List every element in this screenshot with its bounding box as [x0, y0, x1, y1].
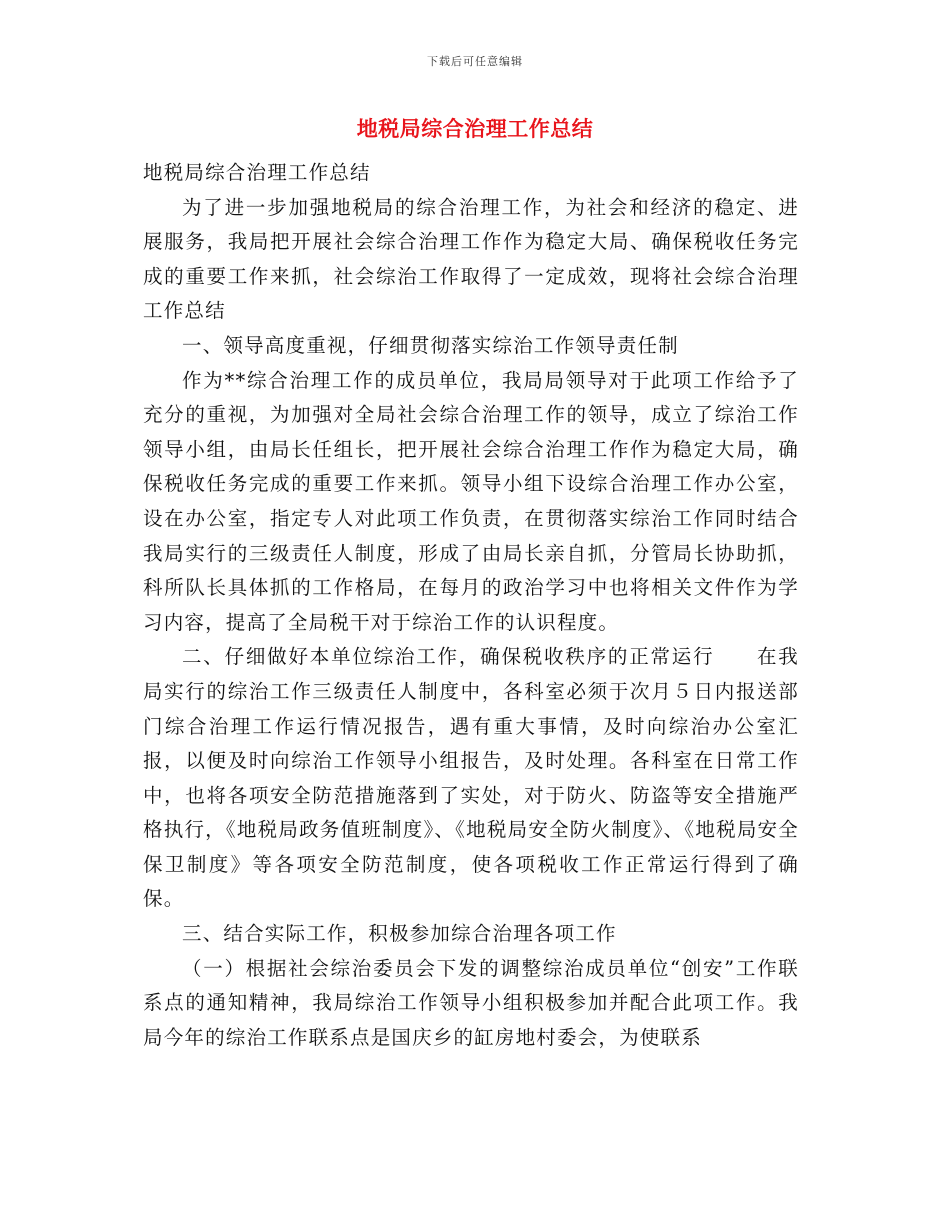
paragraph-section-3-1: （一）根据社会综治委员会下发的调整综治成员单位“创安”工作联系点的通知精神，我局综治工作领导小组积极参加并配合此项工作。我局今年的综治工作联系点是国庆乡的缸房地村委会，为使联系: [143, 956, 799, 1049]
document-subtitle: 地税局综合治理工作总结: [143, 161, 371, 184]
paragraph-section-2: 二、仔细做好本单位综治工作，确保税收秩序的正常运行 在我局实行的综治工作三级责任人制度中，各科室必须于次月５日内报送部门综合治理工作运行情况报告，遇有重大事情，及时向综治办公室汇报，以便及时向综治工作领导小组报告，及时处理。各科室在日常工作中，也将各项安全防范措施落到了实处，对于防火、防盗等安全措施严格执行，《地税局政务值班制度》、《地税局安全防火制度》、《地税局安全保卫制度》等各项安全防范制度，使各项税收工作正常运行得到了确保。: [143, 645, 799, 911]
header-note: 下载后可任意编辑: [427, 55, 523, 68]
paragraph-intro: 为了进一步加强地税局的综合治理工作，为社会和经济的稳定、进展服务，我局把开展社会综合治理工作作为稳定大局、确保税收任务完成的重要工作来抓，社会综治工作取得了一定成效，现将社会综合治理工作总结: [143, 195, 799, 323]
document-title: 地税局综合治理工作总结: [356, 117, 594, 141]
section-heading-1: 一、领导高度重视，仔细贯彻落实综治工作领导责任制: [182, 333, 679, 357]
section-heading-3: 三、结合实际工作，积极参加综合治理各项工作: [182, 922, 617, 946]
paragraph-section-1: 作为**综合治理工作的成员单位，我局局领导对于此项工作给予了充分的重视，为加强对全局社会综合治理工作的领导，成立了综治工作领导小组，由局长任组长，把开展社会综合治理工作作为稳定大局，确保税收任务完成的重要工作来抓。领导小组下设综合治理工作办公室，设在办公室，指定专人对此项工作负责，在贯彻落实综治工作同时结合我局实行的三级责任人制度，形成了由局长亲自抓，分管局长协助抓，科所队长具体抓的工作格局，在每月的政治学习中也将相关文件作为学习内容，提高了全局税干对于综治工作的认识程度。: [143, 368, 799, 634]
document-body: [143, 156, 799, 1055]
